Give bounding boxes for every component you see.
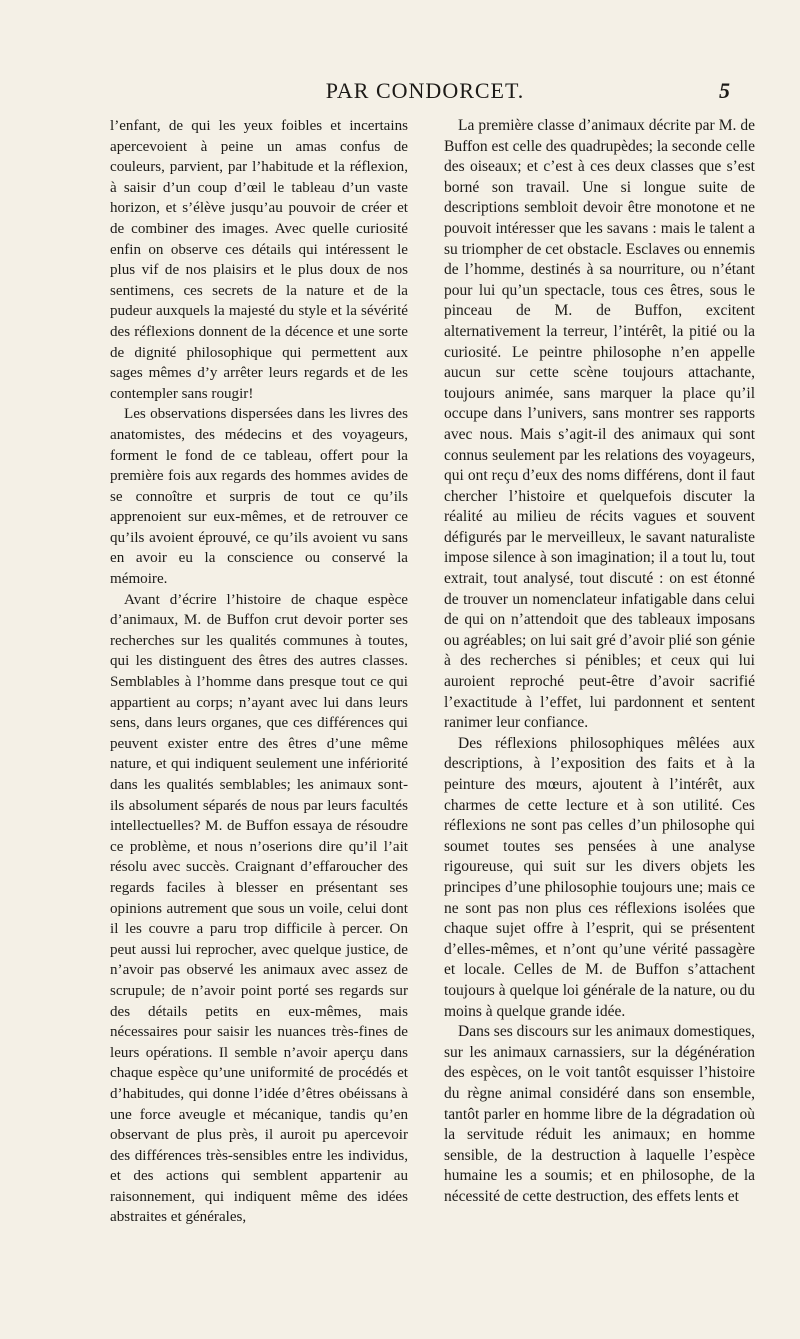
paragraph: Avant d’écrire l’histoire de chaque espèce d’animaux, M. de Buffon crut devoir porter ses recherches sur les qualités communes à toutes, qui les distinguent des êtres des autres classes. Semblables à l’homme dans presque tout ce qui appartient au corps; n’ayant avec lui dans leurs sens, dans leurs organes, que ces différences qui peuvent exister entre des êtres d’une même nature, et qui indiquent seulement une infériorité dans les qualités semblables; les animaux sont-ils absolument séparés de nous par leurs facultés intellectuelles? M. de Buffon essaya de résoudre ce problème, et nous n’oserions dire qu’il l’ait résolu avec succès. Craignant d’effaroucher des regards faciles à blesser en présentant ses opinions autrement que sous un voile, celui dont il les couvre a paru trop difficile à percer. On peut aussi lui reprocher, avec quelque justice, de n’avoir pas observé les animaux avec assez de scrupule; de n’avoir point porté ses regards sur des détails petits en eux-mêmes, mais nécessaires pour saisir les nuances très-fines de leurs opérations. Il semble n’avoir aperçu dans chaque espèce qu’une uniformité de procédés et d’habitudes, qui donne l’idée d’êtres obéissans à une force aveugle et mécanique, tandis qu’en observant de plus près, il auroit pu apercevoir des différences très-sensibles entre les individus, et des actions qui semblent appartenir au raisonnement, qui indiquent même des idées abstraites et générales,	[110, 591, 408, 1226]
running-head	[110, 78, 740, 114]
left-column	[110, 116, 408, 1228]
page-number: 5	[719, 78, 730, 103]
text-columns	[110, 116, 755, 1228]
paragraph: Les observations dispersées dans les livres des anatomistes, des médecins et des voyageurs, forment le fond de ce tableau, offert pour la première fois aux regards des hommes avides de se connoître et surpris de tout ce qu’ils apprenoient sur eux-mêmes, et de retrouver ce qu’ils avoient éprouvé, ce qu’ils avoient vu sans en avoir eu la conscience ou conservé la mémoire.	[110, 406, 408, 588]
right-column	[444, 116, 755, 1228]
paragraph: Des réflexions philosophiques mêlées aux descriptions, à l’exposition des faits et à la peinture des mœurs, ajoutent à l’intérêt, aux charmes de cette lecture et à son utilité. Ces réflexions ne sont pas celles d’un philosophe qui soumet toutes ses pensées à une analyse rigoureuse, qui suit sur les divers objets les principes d’une philosophie toujours une; mais ce ne sont pas non plus ces réflexions isolées que chaque sujet offre à l’esprit, qui se présentent d’elles-mêmes, et n’ont qu’une vérité passagère et locale. Celles de M. de Buffon s’attachent toujours à quelque loi générale de la nature, ou du moins à quelque grande idée.	[444, 734, 755, 1020]
running-title: PAR CONDORCET.	[325, 78, 525, 103]
paragraph: Dans ses discours sur les animaux domestiques, sur les animaux carnassiers, sur la dégénération des espèces, on le voit tantôt esquisser l’histoire du règne animal considéré dans son ensemble, tantôt parler en homme libre de la dégradation où la servitude réduit les animaux; en homme sensible, de la destruction à laquelle l’espèce humaine les a soumis; et en philosophe, de la nécessité de cette destruction, des effets lents et	[444, 1023, 755, 1205]
paragraph: La première classe d’animaux décrite par M. de Buffon est celle des quadrupèdes; la seconde celle des oiseaux; et c’est à ces deux classes que s’est borné son travail. Une si longue suite de descriptions sembloit devoir être monotone et ne pouvoit intéresser que les savans : mais le talent a su triompher de cet obstacle. Esclaves ou ennemis de l’homme, destinés à sa nourriture, ou n’étant pour lui qu’un spectacle, tous ces êtres, sous le pinceau de M. de Buffon, excitent alternativement la terreur, l’intérêt, la pitié ou la curiosité. Le peintre philosophe n’en appelle aucun sur cette scène toujours attachante, toujours animée, sans marquer la place qu’il occupe dans l’univers, sans montrer ses rapports avec nous. Mais s’agit-il des animaux qui sont connus seulement par les relations des voyageurs, qui ont reçu d’eux des noms différens, dont il faut chercher l’histoire et quelquefois discuter la réalité au milieu de récits vagues et souvent défigurés par le merveilleux, le savant naturaliste impose silence à son imagination; il a tout lu, tout extrait, tout analysé, tout discuté : on est étonné de trouver un nomenclateur infatigable dans celui de qui on n’attendoit que des tableaux imposans ou agréables; on lui sait gré d’avoir plié son génie à des recherches si pénibles; et ceux qui lui auroient reproché peut-être d’avoir sacrifié l’exactitude à l’effet, lui pardonnent et sentent ranimer leur confiance.	[444, 117, 755, 732]
paragraph: l’enfant, de qui les yeux foibles et incertains apercevoient à peine un amas confus de couleurs, parvient, par l’habitude et la réflexion, à saisir d’un coup d’œil le tableau d’un vaste horizon, et s’élève jusqu’au pouvoir de créer et de combiner des images. Avec quelle curiosité enfin on observe ces détails qui intéressent le plus vif de nos plaisirs et le plus doux de nos sentimens, ces secrets de la nature et de la pudeur auxquels la majesté du style et la sévérité des réflexions donnent de la décence et une sorte de dignité philosophique qui permettent aux sages mêmes d’y arrêter leurs regards et de les contempler sans rougir!	[110, 118, 408, 402]
